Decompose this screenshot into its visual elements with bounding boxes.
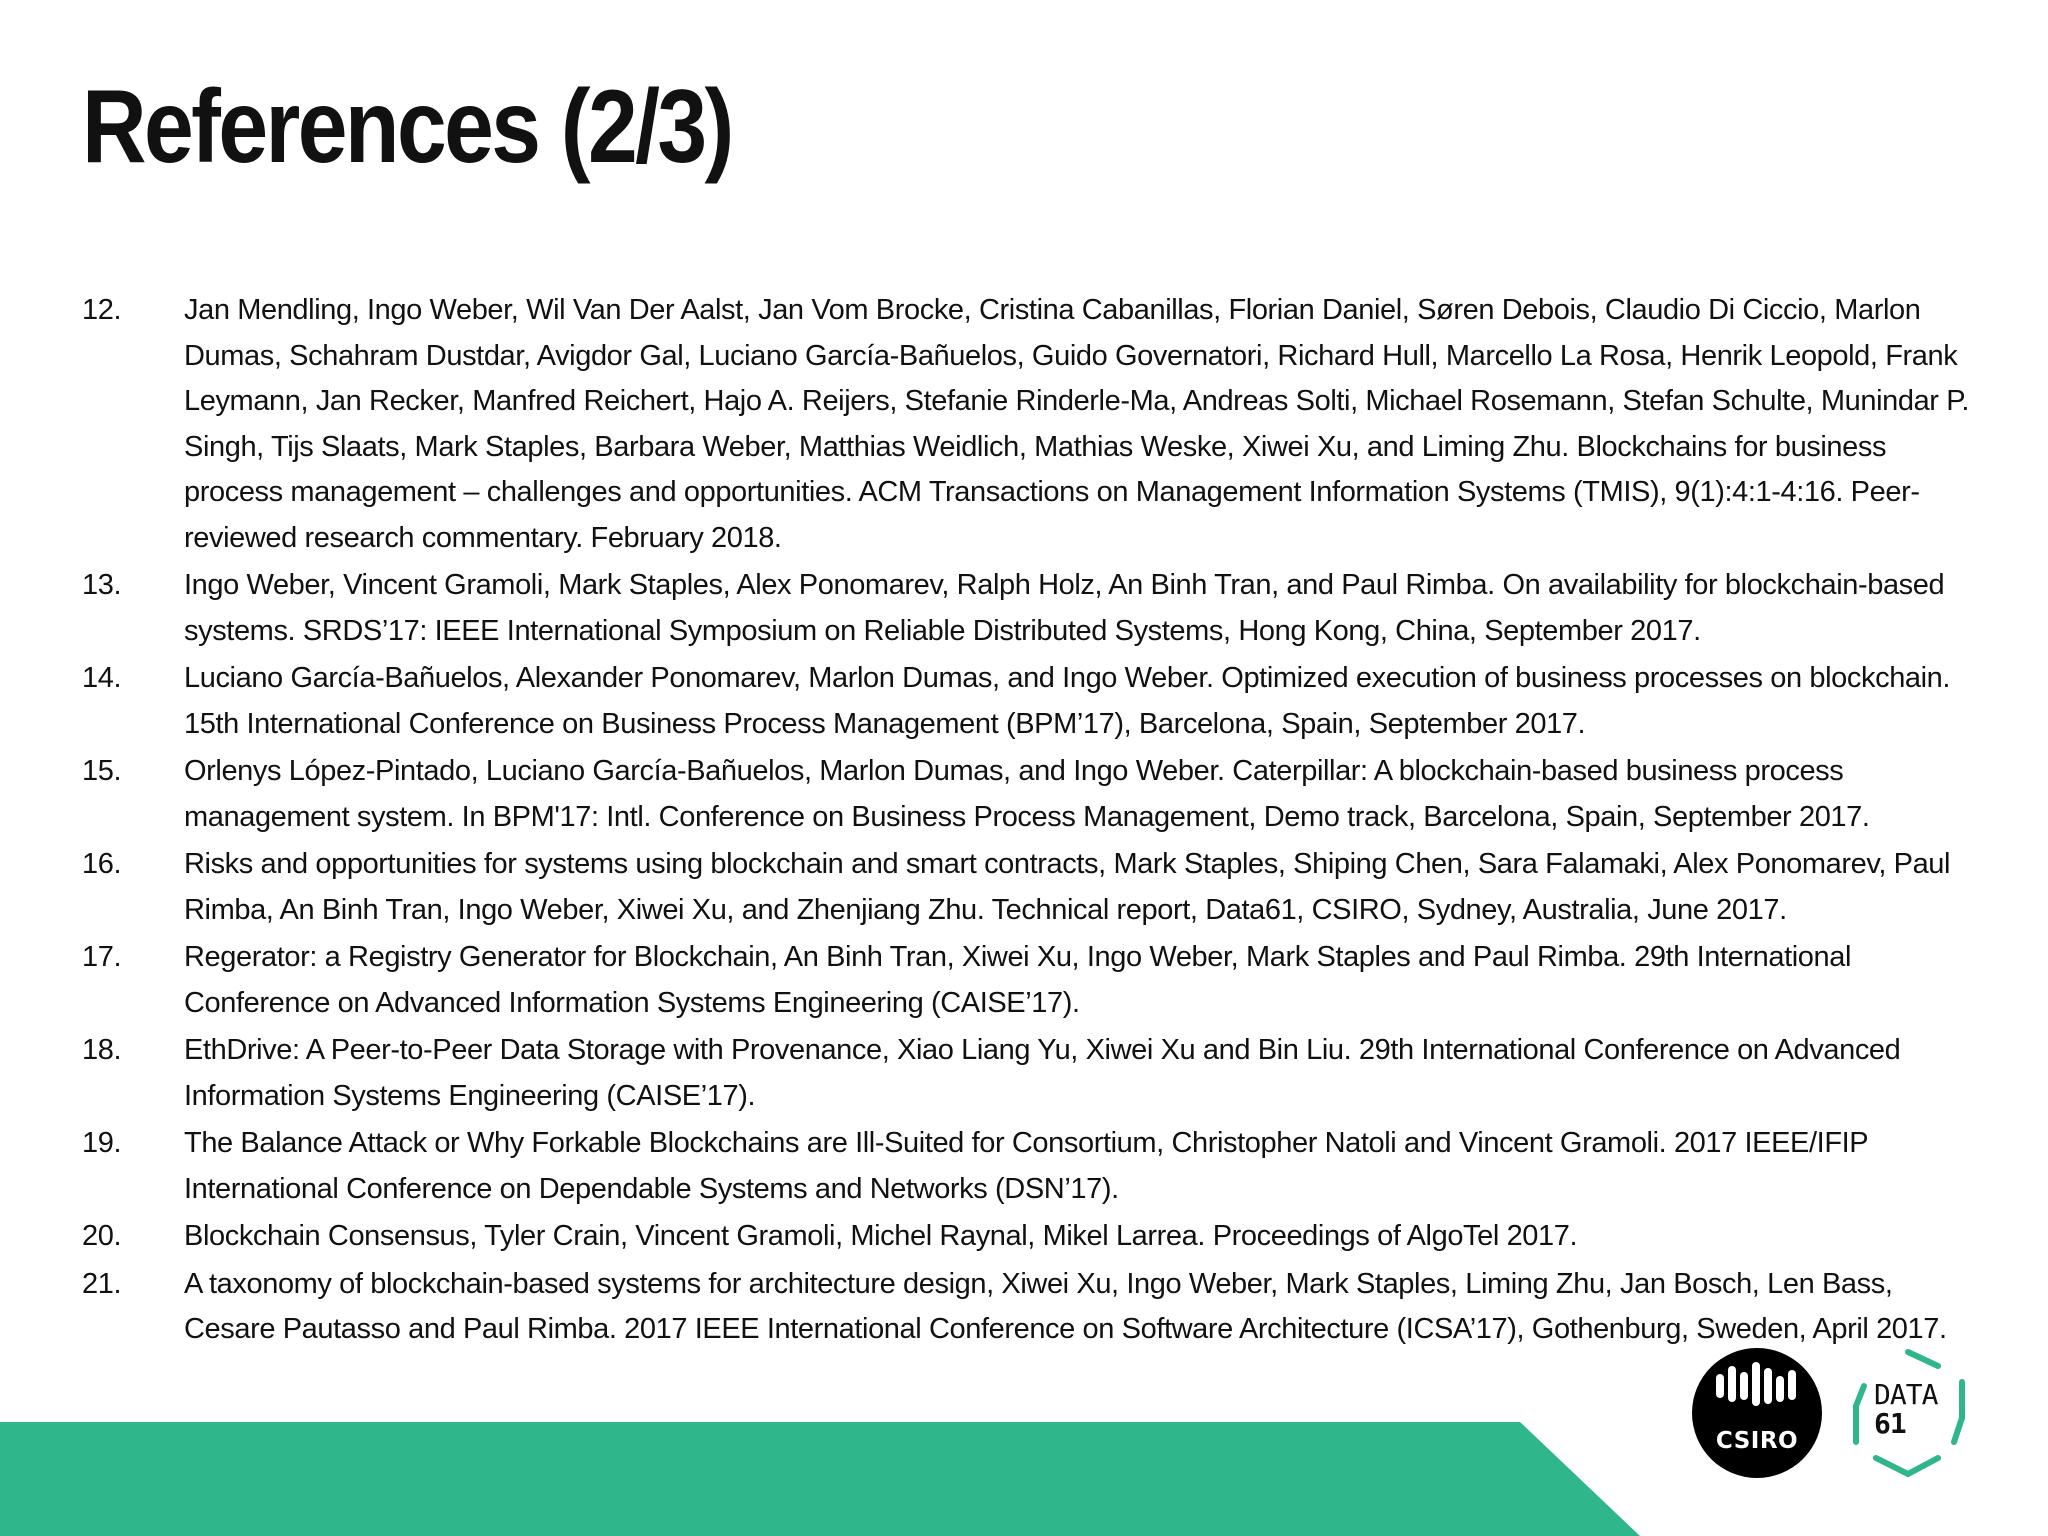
reference-text: EthDrive: A Peer-to-Peer Data Storage with Provenance, Xiao Liang Yu, Xiwei Xu and Bin Liu. 29th International Conference on Advanced Information Systems Engineering (CAISE’17). bbox=[184, 1034, 1901, 1112]
reference-number: 15. bbox=[82, 755, 122, 787]
reference-item-15 bbox=[82, 749, 1982, 840]
reference-item-13 bbox=[82, 563, 1982, 654]
csiro-logo-icon bbox=[1692, 1348, 1822, 1478]
data61-logo bbox=[1846, 1346, 1978, 1482]
reference-number: 13. bbox=[82, 569, 122, 601]
reference-number: 21. bbox=[82, 1267, 122, 1300]
csiro-logo-text: CSIRO bbox=[1715, 1428, 1799, 1454]
reference-text: A taxonomy of blockchain-based systems for architecture design, Xiwei Xu, Ingo Weber, Mark Staples, Liming Zhu, Jan Bosch, Len Bass, Cesare Pautasso and Paul Rimba. 2017 IEEE International Conference on Software Architecture (ICSA’17), Gothenburg, Sweden, April 2017. bbox=[184, 1267, 1947, 1345]
reference-text: Jan Mendling, Ingo Weber, Wil Van Der Aalst, Jan Vom Brocke, Cristina Cabanillas, Florian Daniel, Søren Debois, Claudio Di Ciccio, Marlon Dumas, Schahram Dustdar, Avigdor Gal, Luciano García-Bañuelos, Guido Governatori, Richard Hull, Marcello La Rosa, Henrik Leopold, Frank Leymann, Jan Recker, Manfred Reichert, Hajo A. Reijers, Stefanie Rinderle-Ma, Andreas Solti, Michael Rosemann, Stefan Schulte, Munindar P. Singh, Tijs Slaats, Mark Staples, Barbara Weber, Matthias Weidlich, Mathias Weske, Xiwei Xu, and Liming Zhu. Blockchains for business process management – challenges and opportunities. ACM Transactions on Management Information Systems (TMIS), 9(1):4:1-4:16. Peer-reviewed research commentary. February 2018. bbox=[184, 294, 1970, 554]
reference-text: The Balance Attack or Why Forkable Blockchains are Ill-Suited for Consortium, Christopher Natoli and Vincent Gramoli. 2017 IEEE/IFIP International Conference on Dependable Systems and Networks (DSN’17). bbox=[184, 1127, 1868, 1205]
reference-number: 16. bbox=[82, 848, 122, 880]
reference-list bbox=[82, 288, 1982, 1355]
reference-item-19 bbox=[82, 1121, 1982, 1212]
reference-item-18 bbox=[82, 1028, 1982, 1119]
reference-text: Blockchain Consensus, Tyler Crain, Vincent Gramoli, Michel Raynal, Mikel Larrea. Proceedings of AlgoTel 2017. bbox=[184, 1220, 1578, 1252]
reference-item-17 bbox=[82, 935, 1982, 1026]
reference-item-12 bbox=[82, 288, 1982, 561]
reference-number: 17. bbox=[82, 941, 122, 973]
reference-number: 20. bbox=[82, 1220, 122, 1252]
reference-item-20 bbox=[82, 1214, 1982, 1260]
reference-number: 18. bbox=[82, 1034, 122, 1066]
footer-accent-band bbox=[0, 1422, 1640, 1536]
reference-item-16 bbox=[82, 842, 1982, 933]
reference-text: Ingo Weber, Vincent Gramoli, Mark Staples, Alex Ponomarev, Ralph Holz, An Binh Tran, and Paul Rimba. On availability for blockchain-based systems. SRDS’17: IEEE International Symposium on Reliable Distributed Systems, Hong Kong, China, September 2017. bbox=[184, 569, 1945, 647]
slide-title: References (2/3) bbox=[82, 69, 732, 185]
data61-logo-text-data: DATA bbox=[1874, 1378, 1938, 1411]
reference-text: Regerator: a Registry Generator for Blockchain, An Binh Tran, Xiwei Xu, Ingo Weber, Mark Staples and Paul Rimba. 29th International Conference on Advanced Information Systems Engineering (CAISE’17). bbox=[184, 941, 1852, 1019]
reference-number: 12. bbox=[82, 294, 122, 326]
data61-logo-text-61: 61 bbox=[1874, 1407, 1906, 1440]
csiro-logo bbox=[1692, 1348, 1822, 1478]
reference-number: 14. bbox=[82, 662, 122, 694]
reference-item-14 bbox=[82, 656, 1982, 747]
reference-number: 19. bbox=[82, 1127, 122, 1159]
reference-text: Risks and opportunities for systems using blockchain and smart contracts, Mark Staples, Shiping Chen, Sara Falamaki, Alex Ponomarev, Paul Rimba, An Binh Tran, Ingo Weber, Xiwei Xu, and Zhenjiang Zhu. Technical report, Data61, CSIRO, Sydney, Australia, June 2017. bbox=[184, 848, 1951, 926]
reference-item-21 bbox=[82, 1262, 1982, 1353]
reference-text: Orlenys López-Pintado, Luciano García-Bañuelos, Marlon Dumas, and Ingo Weber. Caterpillar: A blockchain-based business process management system. In BPM'17: Intl. Conference on Business Process Management, Demo track, Barcelona, Spain, September 2017. bbox=[184, 755, 1870, 833]
data61-logo-icon bbox=[1846, 1346, 1978, 1482]
reference-text: Luciano García-Bañuelos, Alexander Ponomarev, Marlon Dumas, and Ingo Weber. Optimized execution of business processes on blockchain. 15th International Conference on Business Process Management (BPM’17), Barcelona, Spain, September 2017. bbox=[184, 662, 1951, 740]
